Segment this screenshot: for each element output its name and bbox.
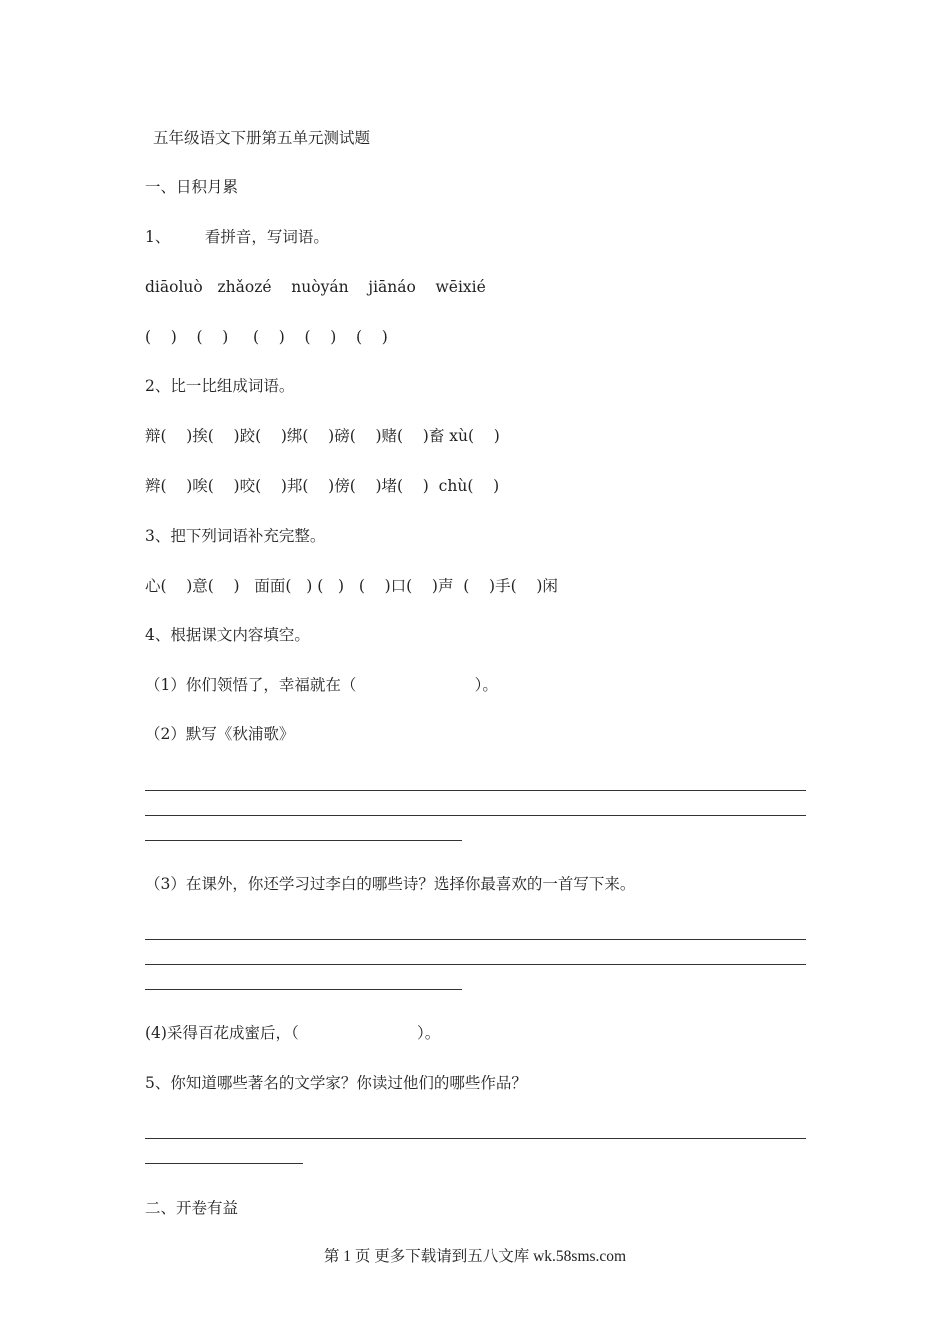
question-3-label: 3、把下列词语补充完整。 (145, 527, 326, 545)
page-footer: 第 1 页 更多下载请到五八文库 wk.58sms.com (323, 1248, 627, 1265)
question-4-part-2: （2）默写《秋浦歌》 (145, 725, 295, 743)
section-2-heading: 二、开卷有益 (145, 1199, 239, 1217)
answer-line (145, 790, 806, 791)
question-4-part-3: （3）在课外，你还学习过李白的哪些诗？选择你最喜欢的一首写下来。 (145, 875, 636, 893)
question-1-pinyin: diāoluò zhǎozé nuòyán jiānáo wēixié (145, 278, 486, 296)
question-2-label: 2、比一比组成词语。 (145, 377, 295, 395)
answer-line (145, 989, 462, 990)
question-2-row-1: 辩( )挨( )跤( )绑( )磅( )赌( )畜 xù( ) (145, 427, 500, 445)
question-3-row: 心( )意( ) 面面( ) ( ) ( )口( )声 ( )手( )闲 (145, 577, 558, 595)
question-4-label: 4、根据课文内容填空。 (145, 626, 310, 644)
answer-line (145, 964, 806, 965)
answer-line (145, 939, 806, 940)
answer-line (145, 1138, 806, 1139)
question-1-blanks: ( ) ( ) ( ) ( ) ( ) (145, 328, 388, 346)
answer-line (145, 840, 462, 841)
answer-line (145, 1163, 303, 1164)
question-2-row-2: 辫( )唉( )咬( )邦( )傍( )堵( ) chù( ) (145, 477, 500, 495)
question-4-part-1: （1）你们领悟了，幸福就在（ ）。 (145, 676, 498, 694)
question-5-label: 5、你知道哪些著名的文学家？你读过他们的哪些作品？ (145, 1074, 527, 1092)
answer-line (145, 815, 806, 816)
page-title: 五年级语文下册第五单元测试题 (153, 129, 371, 147)
section-1-heading: 一、日积月累 (145, 178, 239, 196)
question-1-label: 1、 看拼音，写词语。 (145, 228, 329, 246)
question-4-part-4: (4)采得百花成蜜后，（ ）。 (145, 1024, 441, 1042)
